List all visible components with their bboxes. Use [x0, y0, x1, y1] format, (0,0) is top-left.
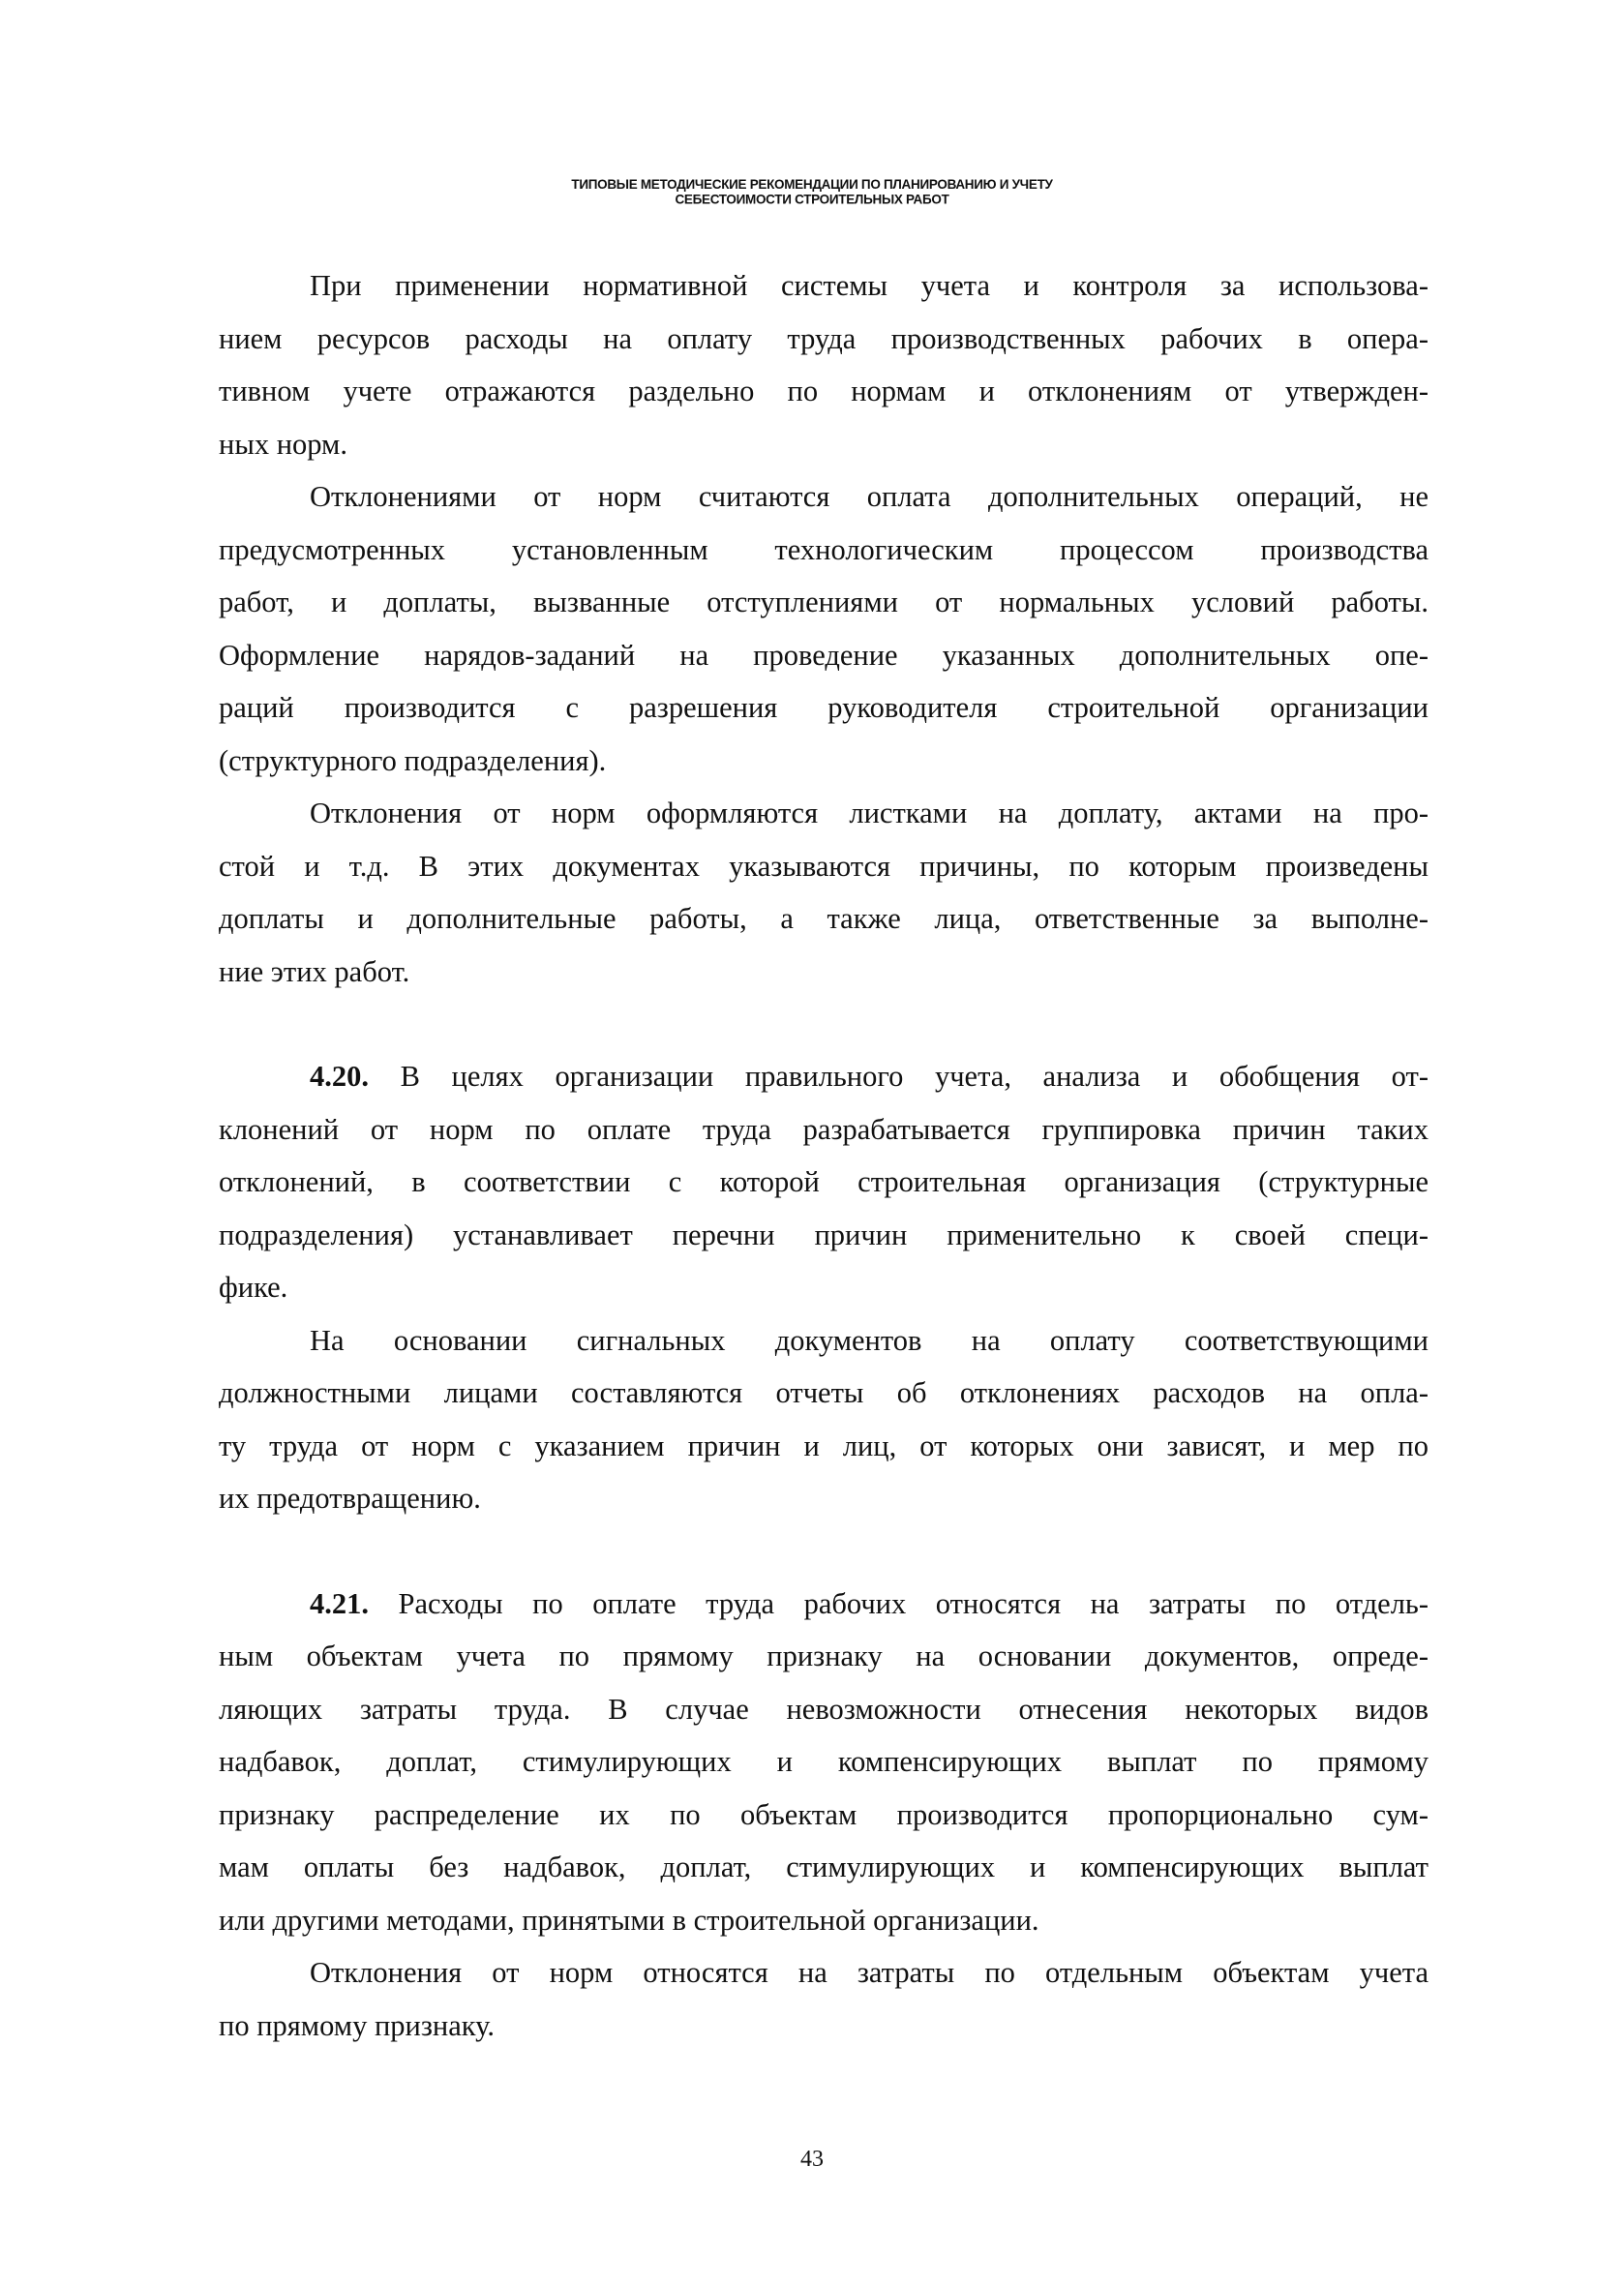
- line-text: (структурного подразделения).: [219, 743, 607, 777]
- line-text: нием ресурсов расходы на оплату труда производственных рабочих в опера-: [219, 321, 1429, 355]
- line-text: На основании сигнальных документов на оплату соответствующими: [310, 1323, 1429, 1357]
- text-line: [219, 259, 1429, 313]
- text-line: [219, 681, 1429, 735]
- line-text: фике.: [219, 1271, 288, 1304]
- line-text: Отклонения от норм оформляются листками на доплату, актами на про-: [310, 797, 1429, 829]
- line-text: отклонений, в соответствии с которой строительная организация (структурные: [219, 1165, 1429, 1198]
- text-line: [219, 1894, 1429, 1947]
- paragraph: [219, 259, 1429, 470]
- section-gap: [219, 998, 1429, 1050]
- numbered-paragraph: [219, 1578, 1429, 1947]
- line-text: их предотвращению.: [219, 1482, 481, 1515]
- text-line: [219, 1103, 1429, 1157]
- paragraph: [219, 1946, 1429, 2052]
- line-text: или другими методами, принятыми в строительной организации.: [219, 1903, 1039, 1937]
- text-line: [219, 787, 1429, 840]
- text-line: [219, 735, 1429, 788]
- document-body: [219, 259, 1429, 2052]
- line-text: ту труда от норм с указанием причин и лиц, от которых они зависят, и мер по: [219, 1429, 1429, 1462]
- line-text: должностными лицами составляются отчеты об отклонениях расходов на опла-: [219, 1376, 1429, 1409]
- paragraph: [219, 787, 1429, 998]
- text-line: [219, 1735, 1429, 1789]
- text-line: [219, 1472, 1429, 1525]
- text-line: [219, 629, 1429, 682]
- text-line: [219, 1314, 1429, 1368]
- line-text: доплаты и дополнительные работы, а также лица, ответственные за выполне-: [219, 902, 1429, 935]
- paragraph: [219, 470, 1429, 787]
- text-line: [219, 1209, 1429, 1262]
- text-line: [219, 1578, 1429, 1631]
- text-line: [219, 524, 1429, 577]
- line-text: работ, и доплаты, вызванные отступлениями от нормальных условий работы.: [219, 586, 1429, 618]
- line-text: ным объектам учета по прямому признаку на основании документов, опреде-: [219, 1640, 1429, 1672]
- paragraph: [219, 1314, 1429, 1525]
- section-gap: [219, 1525, 1429, 1578]
- line-text: тивном учете отражаются раздельно по нормам и отклонениям от утвержден-: [219, 375, 1429, 407]
- text-line: [219, 313, 1429, 366]
- text-line: [219, 470, 1429, 524]
- line-text: При применении нормативной системы учета и контроля за использова-: [310, 269, 1429, 302]
- line-text: Отклонения от норм относятся на затраты по отдельным объектам учета: [310, 1956, 1429, 1989]
- text-line: [219, 1367, 1429, 1420]
- text-line: [219, 1841, 1429, 1894]
- running-header: [0, 176, 1624, 207]
- line-text: предусмотренных установленным технологическим процессом производства: [219, 532, 1429, 566]
- text-line: [219, 418, 1429, 471]
- text-line: [219, 1156, 1429, 1209]
- line-text: ние этих работ.: [219, 954, 410, 988]
- numbered-paragraph: [219, 1050, 1429, 1314]
- text-line: [219, 1630, 1429, 1683]
- text-line: [219, 1420, 1429, 1473]
- line-text: Оформление нарядов-заданий на проведение указанных дополнительных опе-: [219, 638, 1429, 672]
- section-number: 4.21.: [310, 1586, 369, 1620]
- line-text: ных норм.: [219, 427, 347, 461]
- page-number: 43: [800, 2147, 824, 2172]
- line-text: В целях организации правильного учета, анализа и обобщения от-: [400, 1060, 1429, 1093]
- line-text: клонений от норм по оплате труда разрабатывается группировка причин таких: [219, 1112, 1429, 1146]
- text-line: [219, 1946, 1429, 2000]
- line-text: Отклонениями от норм считаются оплата дополнительных операций, не: [310, 480, 1429, 513]
- running-header-line: СЕБЕСТОИМОСТИ СТРОИТЕЛЬНЫХ РАБОТ: [675, 192, 949, 207]
- text-line: [219, 1789, 1429, 1842]
- line-text: мам оплаты без надбавок, доплат, стимулирующих и компенсирующих выплат: [219, 1851, 1429, 1883]
- text-line: [219, 840, 1429, 893]
- line-text: ляющих затраты труда. В случае невозможности отнесения некоторых видов: [219, 1692, 1429, 1726]
- text-line: [219, 1261, 1429, 1314]
- line-text: по прямому признаку.: [219, 2008, 495, 2042]
- text-line: [219, 365, 1429, 418]
- running-header-line: ТИПОВЫЕ МЕТОДИЧЕСКИЕ РЕКОМЕНДАЦИИ ПО ПЛАНИРОВАНИЮ И УЧЕТУ: [571, 176, 1053, 192]
- line-text: надбавок, доплат, стимулирующих и компенсирующих выплат по прямому: [219, 1745, 1429, 1778]
- text-line: [219, 892, 1429, 946]
- text-line: [219, 946, 1429, 999]
- section-number: 4.20.: [310, 1060, 369, 1093]
- text-line: [219, 1050, 1429, 1103]
- line-text: раций производится с разрешения руководителя строительной организации: [219, 691, 1429, 724]
- line-text: Расходы по оплате труда рабочих относятся на затраты по отдель-: [398, 1586, 1429, 1620]
- text-line: [219, 2000, 1429, 2053]
- text-line: [219, 576, 1429, 629]
- line-text: признаку распределение их по объектам производится пропорционально сум-: [219, 1797, 1429, 1831]
- text-line: [219, 1683, 1429, 1736]
- line-text: стой и т.д. В этих документах указываются причины, по которым произведены: [219, 849, 1429, 883]
- line-text: подразделения) устанавливает перечни причин применительно к своей специ-: [219, 1218, 1429, 1251]
